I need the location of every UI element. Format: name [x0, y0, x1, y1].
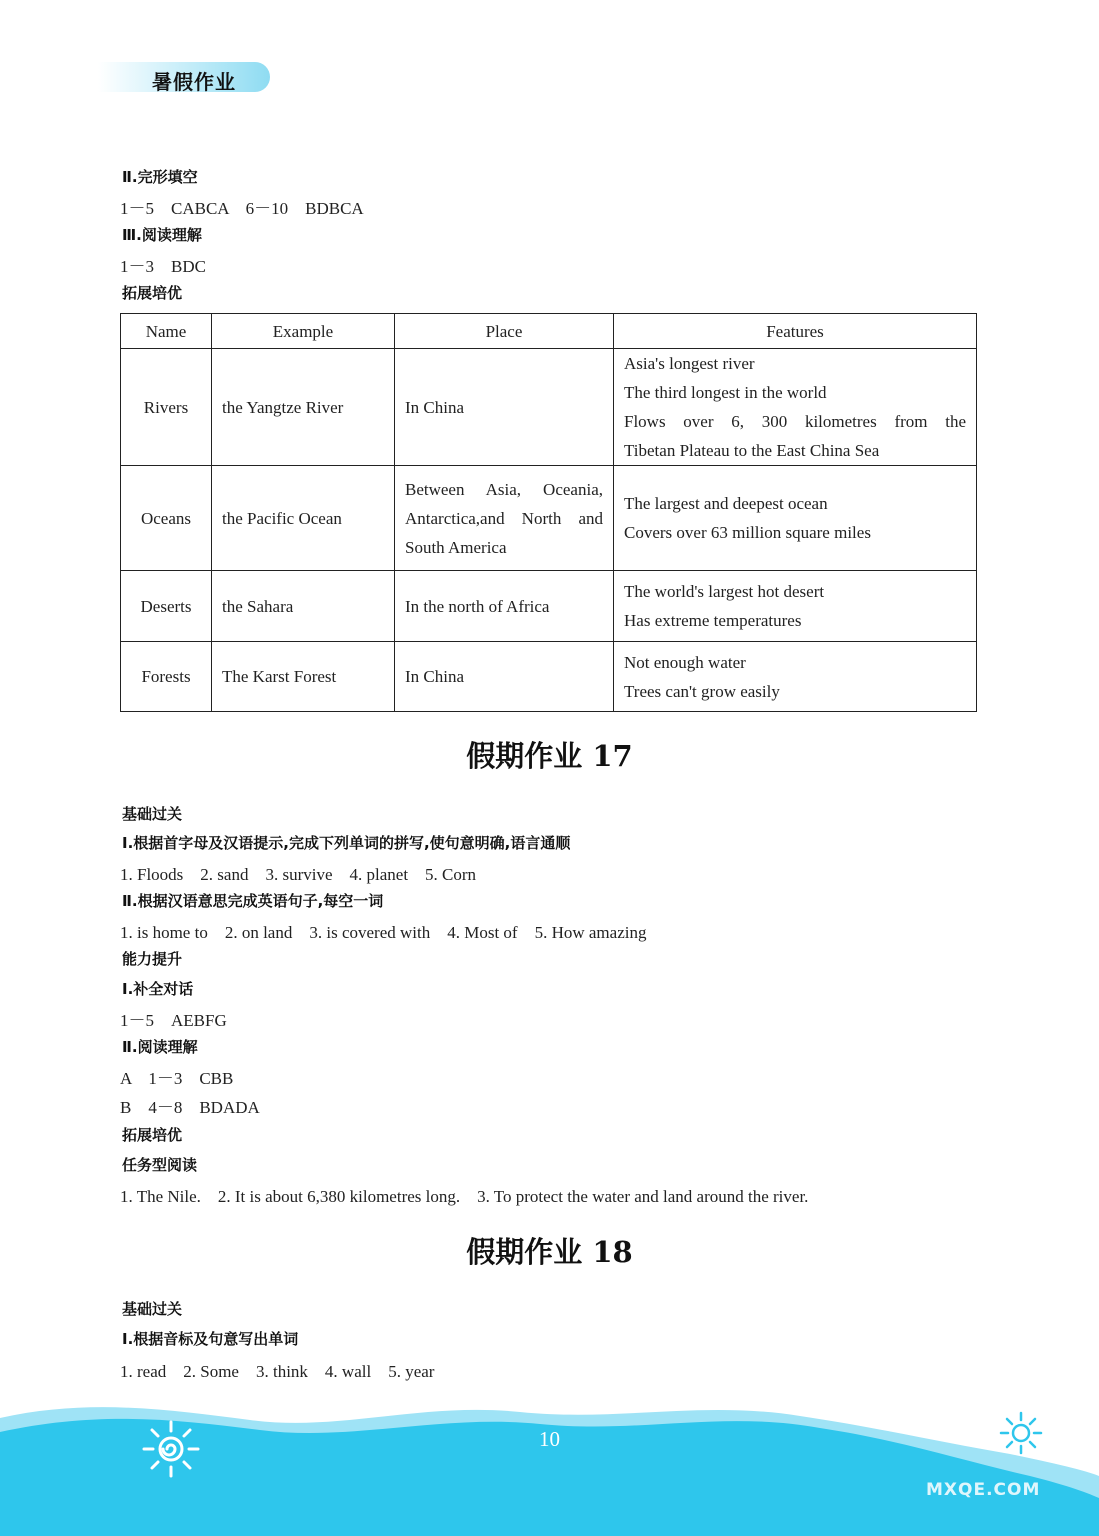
feature-line: Not enough water	[624, 652, 746, 672]
page-number: 10	[539, 1427, 560, 1451]
question-1-answers: 1. Floods 2. sand 3. survive 4. planet 5. Corn	[120, 865, 477, 884]
reading-answers-a: A 1－3 CBB	[120, 1069, 234, 1088]
feature-line: Has extreme temperatures	[624, 611, 802, 630]
row-features	[614, 642, 977, 712]
reading-answers: 1－3 BDC	[120, 257, 206, 276]
row-place	[395, 466, 614, 571]
place-line: Between Asia, Oceania,	[405, 479, 603, 499]
row-place: In China	[395, 642, 614, 712]
row-place: In the north of Africa	[395, 571, 614, 642]
heading-reading: Ⅱ.阅读理解	[122, 1038, 198, 1056]
question-1-answers: 1. read 2. Some 3. think 4. wall 5. year	[120, 1362, 435, 1381]
table-header-cell: Example	[212, 314, 395, 349]
feature-line: Tibetan Plateau to the East China Sea	[624, 441, 880, 460]
row-example: the Sahara	[212, 571, 395, 642]
cloze-answers: 1－5 CABCA 6－10 BDBCA	[120, 199, 364, 218]
heading-basic: 基础过关	[122, 1300, 183, 1318]
heading-task-reading: 任务型阅读	[122, 1156, 198, 1174]
heading-question-1: Ⅰ.根据音标及句意写出单词	[122, 1330, 299, 1348]
dialog-answers: 1－5 AEBFG	[120, 1011, 227, 1030]
heading-extend: 拓展培优	[122, 1126, 183, 1144]
table-row	[121, 571, 977, 642]
row-example: the Yangtze River	[212, 349, 395, 466]
heading-cloze: Ⅱ.完形填空	[122, 168, 198, 186]
heading-basic: 基础过关	[122, 805, 183, 823]
table-header-cell: Place	[395, 314, 614, 349]
heading-dialog: Ⅰ.补全对话	[122, 980, 194, 998]
row-name: Forests	[121, 642, 212, 712]
heading-ability: 能力提升	[122, 950, 183, 968]
row-features	[614, 571, 977, 642]
place-line: Antarctica,and North and	[405, 508, 603, 528]
features-table	[120, 313, 977, 712]
heading-question-2: Ⅱ.根据汉语意思完成英语句子,每空一词	[122, 892, 384, 910]
row-name: Deserts	[121, 571, 212, 642]
table-header-row	[121, 314, 977, 349]
table-row	[121, 642, 977, 712]
section-title-17: 假期作业 17	[466, 739, 633, 773]
question-2-answers: 1. is home to 2. on land 3. is covered with 4. Most of 5. How amazing	[120, 923, 647, 942]
row-features	[614, 466, 977, 571]
feature-line: Flows over 6, 300 kilometres from the	[624, 412, 966, 431]
heading-question-1: Ⅰ.根据首字母及汉语提示,完成下列单词的拼写,使句意明确,语言通顺	[122, 834, 571, 852]
feature-line: The world's largest hot desert	[624, 582, 825, 601]
table-row	[121, 466, 977, 571]
feature-line: Covers over 63 million square miles	[624, 523, 871, 542]
table-header-cell: Name	[121, 314, 212, 349]
watermark: MXQE.COM	[926, 1480, 1041, 1500]
table-header-cell: Features	[614, 314, 977, 349]
reading-answers-b: B 4－8 BDADA	[120, 1098, 260, 1117]
place-line: South America	[405, 537, 507, 557]
row-example: the Pacific Ocean	[212, 466, 395, 571]
feature-line: The third longest in the world	[624, 383, 827, 402]
row-name: Rivers	[121, 349, 212, 466]
table-row	[121, 349, 977, 466]
row-features	[614, 349, 977, 466]
row-name: Oceans	[121, 466, 212, 571]
task-reading-answers: 1. The Nile. 2. It is about 6,380 kilometres long. 3. To protect the water and land around the river.	[120, 1187, 809, 1206]
heading-reading: Ⅲ.阅读理解	[122, 226, 202, 244]
header-title: 暑假作业	[152, 70, 236, 94]
feature-line: The largest and deepest ocean	[624, 494, 828, 513]
feature-line: Trees can't grow easily	[624, 681, 780, 701]
section-title-18: 假期作业 18	[466, 1235, 633, 1269]
heading-extend: 拓展培优	[122, 284, 183, 302]
row-example: The Karst Forest	[212, 642, 395, 712]
feature-line: Asia's longest river	[624, 354, 755, 373]
row-place: In China	[395, 349, 614, 466]
